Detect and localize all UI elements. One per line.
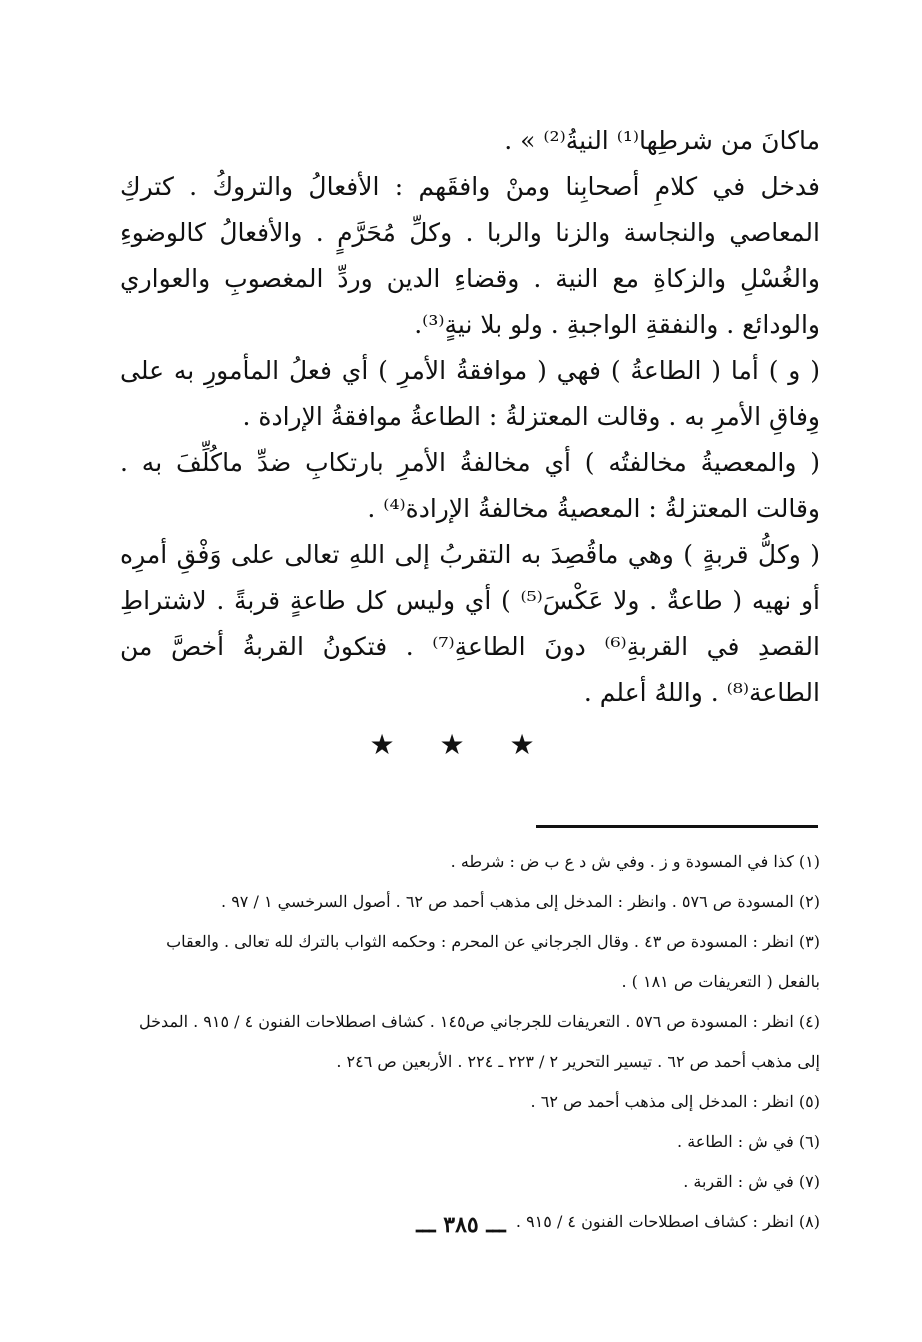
footnote-3: (٣) انظر : المسودة ص ٤٣ . وقال الجرجاني عن المحرم : وحكمه الثواب بالترك لله تعالى . والعقاب بالفعل ( التعريفات ص ١٨١ ) .	[166, 932, 820, 991]
paragraph-4: ( والمعصيةُ مخالفتُه ) أي مخالفةُ الأمرِ بارتكابِ ضدِّ ماكُلِّفَ به . وقالت المعتزلةُ : المعصيةُ مخالفةُ الإرادة⁽⁴⁾ .	[120, 448, 820, 523]
footnote-8: (٨) انظر : كشاف اصطلاحات الفنون ٤ / ٩١٥ .	[515, 1212, 820, 1231]
footnote-5: (٥) انظر : المدخل إلى مذهب أحمد ص ٦٢ .	[530, 1092, 820, 1111]
footnotes	[125, 842, 820, 1242]
footnote-6: (٦) في ش : الطاعة .	[677, 1132, 820, 1151]
footnote-4: (٤) انظر : المسودة ص ٥٧٦ . التعريفات للجرجاني ص١٤٥ . كشاف اصطلاحات الفنون ٤ / ٩١٥ . المدخل إلى مذهب أحمد ص ٦٢ . تيسير التحرير ٢ / ٢٢٣ ـ ٢٢٤ . الأربعين ص ٢٤٦ .	[139, 1012, 820, 1071]
footnote-7: (٧) في ش : القربة .	[683, 1172, 820, 1191]
paragraph-5: ( وكلُّ قربةٍ ) وهي ماقُصِدَ به التقربُ إلى اللهِ تعالى على وَفْقِ أمرِه أو نهيه ( طاعةٌ . ولا عَكْسَ⁽⁵⁾ ) أي وليس كل طاعةٍ قربةً . لاشتراطِ القصدِ في القربةِ⁽⁶⁾ دونَ الطاعةِ⁽⁷⁾ . فتكونُ القربةُ أخصَّ من الطاعة⁽⁸⁾ . واللهُ أعلم .	[120, 540, 821, 707]
paragraph-1: ماكانَ من شرطِها⁽¹⁾ النيةُ⁽²⁾ » .	[504, 126, 820, 155]
section-separator: ★ ★ ★	[369, 728, 553, 761]
paragraph-3: ( و ) أما ( الطاعةُ ) فهي ( موافقةُ الأمرِ ) أي فعلُ المأمورِ به على وِفاقِ الأمرِ به . وقالت المعتزلةُ : الطاعةُ موافقةُ الإرادة .	[120, 356, 820, 431]
footnote-2: (٢) المسودة ص ٥٧٦ . وانظر : المدخل إلى مذهب أحمد ص ٦٢ . أصول السرخسي ١ / ٩٧ .	[221, 892, 820, 911]
footnote-divider	[536, 825, 818, 828]
footnote-1: (١) كذا في المسودة و ز . وفي ش د ع ب ض : شرطه .	[450, 852, 820, 871]
main-text	[120, 118, 820, 716]
paragraph-2: فدخل في كلامِ أصحابِنا ومنْ وافقَهم : الأفعالُ والتروكُ . كتركِ المعاصي والنجاسة والزنا والربا . وكلِّ مُحَرَّمٍ . والأفعالُ كالوضوءِ والغُسْلِ والزكاةِ مع النية . وقضاءِ الدين وردِّ المغصوبِ والعواري والودائع . والنفقةِ الواجبةِ . ولو بلا نيةٍ⁽³⁾.	[120, 172, 820, 339]
page-number: ـــ ٣٨٥ ـــ	[416, 1212, 506, 1238]
